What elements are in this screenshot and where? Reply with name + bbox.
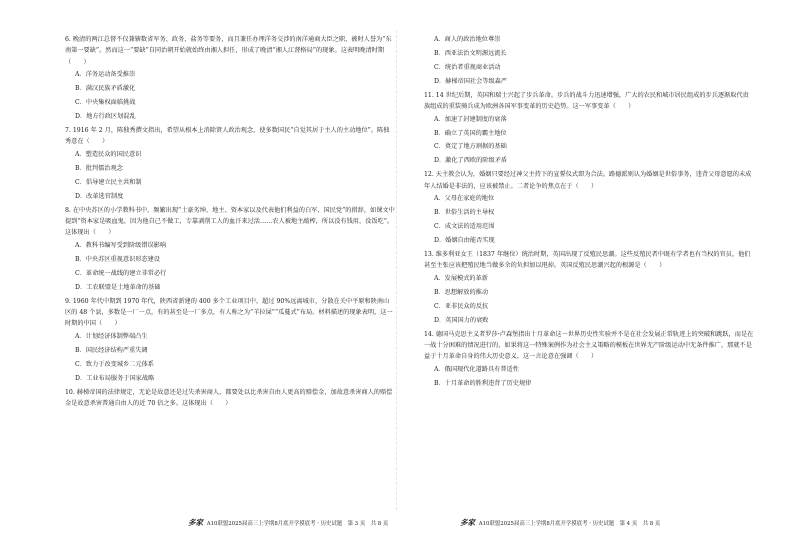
option-b: B．西亚法治文明源远流长 — [434, 49, 507, 57]
option-b: B．批判儒治观念 — [75, 164, 123, 172]
option-b: B．确立了英国的霸主地位 — [434, 129, 507, 137]
option-d: D．婚姻自由能否实现 — [434, 236, 495, 244]
option-c: C．中央集权面临挑战 — [75, 99, 136, 107]
option-a: A．加速了封建制度的衰落 — [434, 115, 507, 123]
option-d: D．工农联盟是土地革命的基础 — [75, 283, 161, 291]
option-c: C．革命统一战线的建立非常必行 — [75, 269, 167, 277]
option-d: D．英国国力的衰败 — [434, 316, 489, 324]
option-a: A．教科书编写受到阶级错误影响 — [75, 242, 167, 249]
left-page-footer — [188, 519, 388, 528]
page-gutter — [396, 30, 397, 510]
option-b: B．国民经济结构严重失调 — [75, 346, 148, 354]
option-a: A．计划经济体制弊端凸生 — [75, 332, 148, 340]
question-11 — [424, 90, 754, 167]
option-a: A．洋务运动备受推崇 — [75, 71, 136, 79]
option-c: C．倡导建立民主共和制 — [75, 178, 142, 186]
option-a: A．发展模式的革新 — [434, 274, 488, 282]
option-b: B．中央苏区重视意识形态建设 — [75, 255, 160, 263]
question-stem: 12. 天主教会认为，婚姻只要经过神父主持下的宣誓仪式即为合法。路德派则认为婚姻是世俗事务，违背父母意愿的未成年人结婚是非法的，应该被禁止。二者论争的焦点在于（ ） — [424, 171, 752, 190]
option-c: C．统治者重视商业活动 — [434, 63, 501, 71]
question-13 — [424, 249, 754, 326]
option-c: C．奠定了地方割据的基础 — [434, 143, 507, 151]
question-10-options — [424, 34, 754, 87]
option-a: A．父母在家庭的地位 — [434, 195, 495, 203]
option-b: B．世俗生活的主导权 — [434, 209, 495, 217]
option-a: A．俄国现代化道路具有普适性 — [434, 365, 519, 373]
question-stem: 8. 在中央苏区的小学教科书中，频繁出现“土豪劣绅、地主、资本家以及代表他们利益的白军、国民党”的措辞，如课文中提到“资本家是吸血鬼，因为他自己不做工，专靠剥削工人的血汗来过活……农人被地主敲榨，所以没有钱用，没饭吃”。这体现出（ ） — [65, 206, 395, 237]
question-stem: 10. 赫梯帝国的法律规定，无论是故意还是过失杀害商人，都要处以比杀害自由人更高的赔偿金，加故意杀害商人的赔偿金是故意杀害普通自由人的近 70 倍之多。这体现出（ ） — [65, 388, 393, 407]
question-10 — [65, 387, 395, 410]
footer-text: A10联盟2025届高三上学期8月底开学摸底考 · 历史试题 第 3 页 共 8 页 — [206, 521, 389, 527]
question-stem: 9. 1960 年代中期到 1970 年代，陕西省新建的 400 多个工业项目中，超过 90%远离城市，分散在关中平原和陕南山区的 48 个县，多数是一厂一点，有的甚至是一厂多点，有人称之为“羊拉屎”“瓜蔓式”布局。材料描述的现象表明，这一时期的中国（ ） — [65, 297, 393, 328]
option-a: A．商人的政治地位尊崇 — [434, 36, 501, 43]
option-d: D．激化了西欧的阶级矛盾 — [434, 157, 508, 165]
question-stem: 6. 晚清的两江总督不仅兼辖数省军务、政务、盐务等要务，而且兼任办理洋务交涉的南洋通商大臣之职，被时人誉为“东南第一要缺”。然而这一“要缺”自同治朝开始就始终由湘人担任，形成了晚清“湘人江督格局”的现象。这表明晚清时期（ ） — [65, 36, 392, 66]
option-d: D．赫梯帝国社会等级森严 — [434, 77, 508, 85]
question-stem: 14. 德国马克思主义者罗莎·卢森堡指出十月革命这一世界历史性实验并不是在社会发展正常轨迹上的突破和跳跃，而是在一战十分困难的情况进行的，如果将这一特殊案例作为社会主义策略的模板在世界无产阶级运动中无条件推广，那就不是益于十月革命自身的伟大历史意义。这一言论意在强调（ ） — [424, 330, 754, 361]
option-a: A．塑造民众的国民意识 — [75, 151, 142, 159]
question-stem: 13. 维多利亚女王（1837 年继位）统治时期，英国出现了反殖民思潮。这些反殖民者中既有学者也有当权的官员，他们甚至主张应该把殖民地当做多余的负担加以甩掉。英国反殖民思潮兴起的根源是（ ） — [424, 250, 751, 270]
question-8 — [65, 205, 395, 293]
option-b: B．十月革命的胜利违背了历史规律 — [434, 379, 532, 387]
question-7 — [65, 125, 395, 202]
option-c: C．成文法的适用范围 — [434, 223, 495, 231]
question-9 — [65, 296, 395, 384]
option-d: D．工业布局服务于国家战略 — [75, 374, 155, 382]
question-14 — [424, 329, 754, 390]
option-c: C．致力于改变城乡二元体系 — [75, 360, 154, 368]
option-b: B．思想解放的推动 — [434, 288, 489, 296]
option-b: B．满汉民族矛盾激化 — [75, 85, 136, 93]
question-stem: 7. 1916 年 2 月，陈独秀撰文指出，希望从根本上消除贤人政治观念，使多数国民“自觉其居于主人的主动地位”。陈独秀意在（ ） — [65, 126, 390, 146]
brand-logo: 多家 — [188, 518, 203, 527]
option-d: D．地方行政区划混乱 — [75, 113, 136, 121]
left-page-column — [65, 34, 395, 411]
question-12 — [424, 169, 754, 246]
question-6 — [65, 34, 395, 122]
right-page-column — [424, 34, 754, 392]
brand-logo: 多家 — [460, 518, 475, 527]
option-c: C．亚非民众的反抗 — [434, 302, 489, 310]
question-stem: 11. 14 世纪后期，英国和瑞士兴起了步兵革命。步兵的战斗力迅速增强，广大的农民和城市居民组成的步兵逐渐取代贵族组成的重装骑兵成为欧洲各国军事变革的历史趋势。这一军事变革（ ） — [424, 91, 749, 110]
right-page-footer — [460, 519, 660, 528]
option-d: D．改革选官制度 — [75, 192, 124, 200]
footer-text: A10联盟2025届高三上学期8月底开学摸底考 · 历史试题 第 4 页 共 8 页 — [478, 521, 661, 527]
